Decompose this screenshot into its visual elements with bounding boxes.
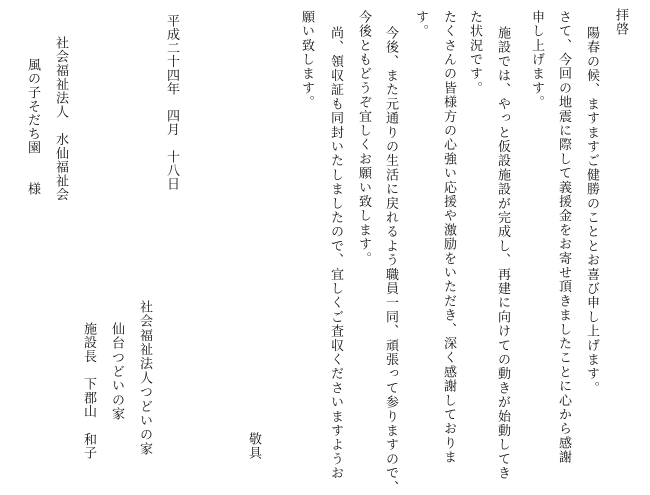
recipient-facility: 風の子そだち園 様 bbox=[25, 58, 40, 196]
opening-greeting: 拝啓 bbox=[613, 8, 628, 37]
body-line: 施設では、やっと仮設施設が完成し、再建に向けての動きが始動してき bbox=[495, 26, 510, 481]
body-line: た状況です。 bbox=[467, 10, 482, 96]
body-line: さて、今回の地震に際して義援金をお寄せ頂きましたことに心から感謝 bbox=[556, 10, 571, 465]
body-line: す。 bbox=[413, 10, 428, 39]
closing-phrase: 敬具 bbox=[246, 432, 261, 461]
body-line: 陽春の候、ますますご健勝のこととお喜び申し上げます。 bbox=[584, 26, 599, 396]
recipient-organization: 社会福祉法人 水仙福祉会 bbox=[53, 36, 68, 202]
sender-director: 施設長 下郡山 和子 bbox=[81, 322, 96, 460]
body-line: 今後、また元通りの生活に戻れるよう職員一同、頑張って参りますので、 bbox=[383, 26, 398, 495]
sender-facility: 仙台つどいの家 bbox=[109, 322, 124, 422]
body-line: 願い致します。 bbox=[299, 10, 314, 110]
sender-organization: 社会福祉法人つどいの家 bbox=[137, 300, 152, 457]
body-line: 申し上げます。 bbox=[529, 10, 544, 110]
body-line: 尚、領収証も同封いたしましたので、宜しくご査収くださいますようお bbox=[328, 26, 343, 481]
body-line: 今後ともどうぞ宜しくお願い致します。 bbox=[356, 10, 371, 266]
letter-date: 平成二十四年 四月 十八日 bbox=[164, 14, 179, 191]
body-line: たくさんの皆様方の心強い応援や激励をいただき、深く感謝しておりま bbox=[441, 10, 456, 465]
